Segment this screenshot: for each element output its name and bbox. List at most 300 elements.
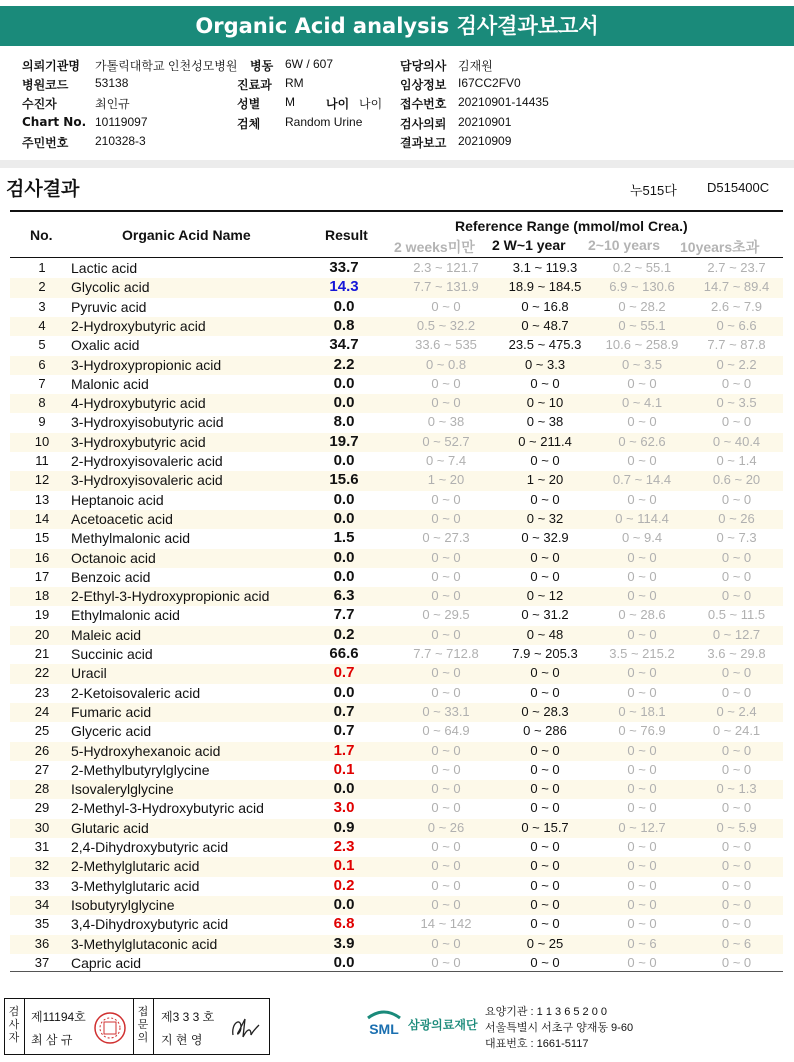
range-2weeks: 0 ~ 29.5: [422, 607, 470, 623]
range-2w-1year: 1 ~ 20: [526, 472, 564, 488]
range-10years: 0 ~ 2.2: [716, 356, 757, 372]
range-2weeks: 0 ~ 0: [431, 954, 461, 970]
signature-name-1: 최 삼 규: [31, 1033, 73, 1047]
range-2-10years: 0 ~ 0: [627, 491, 657, 507]
range-2weeks: 0 ~ 0: [431, 684, 461, 700]
range-10years: 0 ~ 40.4: [712, 433, 761, 449]
range-10years: 0 ~ 0: [721, 549, 752, 565]
result-value: 0.0: [333, 452, 355, 469]
ward-value: 6W / 607: [285, 57, 334, 71]
result-value: 0.8: [333, 316, 355, 334]
patient-value: 최인규: [95, 97, 130, 111]
table-row: [10, 259, 783, 278]
specimen-value: Random Urine: [285, 115, 363, 129]
acid-name: 3-Methylglutaconic acid: [71, 935, 218, 952]
range-2w-1year: 0 ~ 28.3: [521, 703, 569, 719]
row-number: 24: [34, 703, 50, 719]
range-2-10years: 0 ~ 0: [627, 781, 657, 797]
range-2w-1year: 0 ~ 286: [523, 723, 567, 739]
range-2weeks: 0 ~ 52.7: [422, 433, 470, 449]
range-10years: 0 ~ 0: [721, 858, 752, 874]
result-value: 1.7: [333, 741, 355, 759]
range-10years: 0 ~ 0: [721, 568, 752, 584]
table-row: [10, 626, 783, 645]
range-2w-1year: 0 ~ 25: [526, 935, 564, 951]
range-10years: 7.7 ~ 87.8: [707, 337, 766, 353]
result-date-label: 결과보고: [400, 136, 447, 150]
range-10years: 0 ~ 0: [721, 684, 752, 700]
acid-name: Capric acid: [71, 954, 142, 971]
result-value: 3.9: [333, 934, 355, 952]
table-row: [10, 838, 783, 857]
range-2w-1year: 0 ~ 38: [526, 414, 564, 430]
acid-name: Methylmalonic acid: [71, 530, 191, 547]
hospcode-value: 53138: [95, 76, 129, 90]
range-2-10years: 0 ~ 18.1: [618, 703, 666, 719]
range-2weeks: 1 ~ 20: [427, 472, 465, 488]
signature-license-2: 제3 3 3 호: [161, 1010, 215, 1024]
table-top-rule: [10, 210, 783, 212]
range-2weeks: 0 ~ 0: [431, 395, 461, 411]
row-number: 27: [34, 761, 50, 777]
result-value: 19.7: [329, 432, 359, 450]
range-2weeks: 0 ~ 33.1: [422, 703, 470, 719]
range-2weeks: 0 ~ 0: [431, 781, 461, 797]
range-2weeks: 0 ~ 0: [431, 839, 461, 854]
acid-name: Succinic acid: [71, 646, 153, 662]
acid-name: 2-Ketoisovaleric acid: [71, 684, 201, 701]
idnum-label: 주민번호: [22, 136, 69, 150]
table-row: [10, 491, 783, 510]
result-value: 0.0: [333, 683, 355, 701]
range-2-10years: 0 ~ 6: [627, 935, 657, 951]
range-2weeks: 0 ~ 7.4: [425, 453, 467, 468]
table-row: [10, 413, 783, 432]
table-row: [10, 587, 783, 606]
table-row: [10, 819, 783, 838]
range-2w-1year: 23.5 ~ 475.3: [508, 337, 582, 353]
range-2w-1year: 0 ~ 0: [530, 568, 560, 584]
range-10years: 0 ~ 0: [721, 896, 752, 912]
row-number: 21: [34, 646, 50, 661]
row-number: 23: [34, 684, 50, 700]
clinical-label: 임상정보: [400, 78, 447, 92]
range-10years: 0 ~ 3.5: [716, 395, 757, 411]
range-2w-1year: 0 ~ 0: [530, 453, 560, 468]
result-value: 0.7: [333, 664, 355, 682]
range-10years: 0 ~ 12.7: [712, 626, 761, 642]
range-2-10years: 0 ~ 0: [627, 858, 657, 874]
range-2w-1year: 0 ~ 211.4: [518, 433, 572, 449]
range-10years: 0 ~ 2.4: [716, 703, 757, 719]
hospital-value: 가톨릭대학교 인천성모병원: [95, 59, 238, 73]
table-bottom-rule: [10, 971, 783, 972]
table-row: [10, 877, 783, 896]
header-sub-2weeks: 2 weeks미만: [394, 239, 475, 255]
range-2w-1year: 0 ~ 48.7: [521, 317, 569, 333]
acid-name: 2-Ethyl-3-Hydroxypropionic acid: [71, 588, 270, 605]
result-value: 6.3: [333, 587, 355, 605]
table-row: [10, 471, 783, 490]
range-10years: 0 ~ 6.6: [716, 317, 757, 333]
row-number: 26: [34, 742, 50, 758]
dept-label: 진료과: [237, 78, 272, 92]
range-2w-1year: 0 ~ 48: [526, 626, 564, 642]
row-number: 16: [34, 549, 50, 565]
sml-logo-text: SML: [369, 1021, 399, 1037]
table-row: [10, 935, 783, 954]
request-value: 20210901: [458, 115, 512, 129]
row-number: 37: [34, 954, 50, 970]
acid-name: Acetoacetic acid: [71, 510, 173, 527]
acid-name: 4-Hydroxybutyric acid: [71, 395, 206, 412]
header-reference: Reference Range (mmol/mol Crea.): [455, 218, 688, 234]
range-2-10years: 0 ~ 0: [627, 800, 657, 816]
range-2w-1year: 7.9 ~ 205.3: [512, 646, 578, 661]
acid-name: Pyruvic acid: [71, 298, 147, 315]
acid-name: 5-Hydroxyhexanoic acid: [71, 742, 221, 759]
signature-license-1: 제11194호: [31, 1010, 86, 1024]
result-value: 0.0: [333, 490, 355, 508]
range-2-10years: 0 ~ 0: [627, 549, 657, 565]
result-value: 0.1: [333, 760, 355, 778]
range-2w-1year: 18.9 ~ 184.5: [508, 279, 582, 295]
range-2w-1year: 0 ~ 32: [526, 510, 564, 526]
acid-name: Ethylmalonic acid: [71, 607, 180, 624]
range-10years: 0 ~ 0: [721, 742, 752, 758]
request-label: 검사의뢰: [400, 117, 447, 131]
range-2w-1year: 0 ~ 0: [530, 800, 560, 816]
result-value: 0.7: [333, 722, 355, 740]
table-row: [10, 857, 783, 876]
acid-name: Glutaric acid: [71, 819, 149, 836]
row-number: 17: [34, 568, 50, 584]
range-2-10years: 0 ~ 0: [627, 954, 657, 970]
range-2w-1year: 0 ~ 0: [530, 549, 560, 565]
section-separator: [0, 160, 794, 168]
row-number: 7: [38, 375, 46, 391]
range-2w-1year: 0 ~ 0: [530, 858, 560, 874]
acid-name: 2,4-Dihydroxybutyric acid: [71, 839, 229, 855]
range-10years: 0 ~ 0: [721, 877, 752, 893]
range-2-10years: 0 ~ 0: [627, 896, 657, 912]
acid-name: 3,4-Dihydroxybutyric acid: [71, 916, 229, 933]
hospital-label: 의뢰기관명: [22, 59, 80, 73]
range-2w-1year: 0 ~ 0: [530, 896, 560, 912]
range-2-10years: 0 ~ 0: [627, 665, 657, 681]
table-row: [10, 761, 783, 780]
range-10years: 0 ~ 0: [721, 588, 752, 604]
range-2weeks: 0 ~ 38: [427, 414, 465, 430]
range-2weeks: 0 ~ 0: [431, 896, 461, 912]
range-2-10years: 6.9 ~ 130.6: [609, 279, 675, 295]
table-row: [10, 915, 783, 934]
range-2-10years: 0 ~ 0: [627, 568, 657, 584]
chart-value: 10119097: [95, 115, 148, 129]
result-value: 7.7: [333, 606, 355, 624]
acid-name: Maleic acid: [71, 626, 142, 643]
footer-org-name: 삼광의료재단: [408, 1018, 478, 1032]
row-number: 34: [34, 896, 50, 912]
range-2w-1year: 0 ~ 0: [530, 877, 560, 893]
range-10years: 0.6 ~ 20: [712, 472, 761, 488]
range-2weeks: 0 ~ 0: [431, 877, 461, 893]
range-2weeks: 7.7 ~ 712.8: [413, 646, 479, 661]
chart-label: Chart No.: [22, 115, 87, 129]
range-2weeks: 0 ~ 0: [431, 935, 461, 951]
range-2-10years: 0 ~ 0: [627, 761, 657, 777]
result-value: 0.0: [333, 567, 355, 585]
range-2weeks: 0 ~ 0: [431, 800, 461, 816]
table-row: [10, 799, 783, 818]
range-10years: 0 ~ 6: [721, 935, 752, 951]
row-number: 8: [38, 395, 46, 411]
acid-name: Fumaric acid: [71, 703, 152, 720]
seal-stamp-icon: [93, 1011, 127, 1045]
range-2weeks: 2.3 ~ 121.7: [413, 260, 479, 275]
table-row: [10, 645, 783, 664]
range-10years: 3.6 ~ 29.8: [707, 646, 766, 661]
range-2-10years: 0 ~ 28.6: [618, 607, 666, 623]
range-2weeks: 0 ~ 0: [431, 375, 461, 391]
range-2weeks: 0 ~ 0: [431, 665, 461, 681]
range-2w-1year: 0 ~ 0: [530, 839, 560, 854]
section-code-1: 누515다: [630, 183, 677, 198]
range-2weeks: 0 ~ 26: [427, 819, 465, 835]
range-2w-1year: 0 ~ 0: [530, 665, 560, 681]
table-row: [10, 606, 783, 625]
range-2w-1year: 0 ~ 32.9: [521, 530, 569, 546]
range-2weeks: 0.5 ~ 32.2: [416, 317, 476, 333]
acid-name: 2-Hydroxyisovaleric acid: [71, 453, 223, 469]
range-2weeks: 33.6 ~ 535: [415, 337, 477, 353]
range-10years: 0 ~ 5.9: [716, 819, 757, 835]
range-2w-1year: 0 ~ 15.7: [521, 819, 569, 835]
range-2-10years: 0 ~ 0: [627, 414, 657, 430]
acid-name: Octanoic acid: [71, 549, 156, 566]
range-2w-1year: 0 ~ 0: [530, 916, 560, 932]
header-sub-10years: 10years초과: [680, 239, 760, 255]
range-2-10years: 0.7 ~ 14.4: [612, 472, 672, 488]
range-2w-1year: 0 ~ 0: [530, 375, 560, 391]
header-no: No.: [30, 227, 53, 243]
range-10years: 0 ~ 0: [721, 665, 752, 681]
range-2-10years: 0 ~ 12.7: [618, 819, 666, 835]
row-number: 25: [34, 723, 50, 739]
range-2weeks: 0 ~ 0: [431, 858, 461, 874]
row-number: 11: [35, 453, 49, 468]
section-title: 검사결과: [6, 178, 80, 200]
row-number: 33: [34, 877, 50, 893]
range-2-10years: 0 ~ 62.6: [618, 433, 666, 449]
table-row: [10, 684, 783, 703]
signature-divider: [153, 999, 154, 1054]
range-2w-1year: 0 ~ 31.2: [521, 607, 569, 623]
row-number: 30: [34, 819, 50, 835]
range-2w-1year: 0 ~ 10: [526, 395, 564, 411]
footer-line-3: 대표번호 : 1661-5117: [485, 1038, 589, 1050]
row-number: 5: [38, 337, 46, 353]
range-2-10years: 0 ~ 0: [627, 916, 657, 932]
range-2weeks: 0 ~ 0: [431, 568, 461, 584]
row-number: 29: [34, 800, 50, 816]
row-number: 20: [34, 626, 50, 642]
table-row: [10, 722, 783, 741]
table-row: [10, 394, 783, 413]
row-number: 28: [34, 781, 50, 797]
dept-value: RM: [285, 76, 304, 90]
range-2w-1year: 0 ~ 0: [530, 781, 560, 797]
footer-contact: [485, 1004, 633, 1052]
header-result: Result: [325, 227, 368, 243]
result-value: 2.2: [333, 355, 355, 373]
table-row: [10, 375, 783, 394]
range-10years: 0 ~ 1.3: [716, 781, 757, 797]
table-row: [10, 896, 783, 915]
result-value: 34.7: [329, 336, 359, 354]
result-value: 33.7: [329, 259, 359, 276]
signature-divider: [24, 999, 25, 1054]
acid-name: Isobutyrylglycine: [71, 896, 175, 913]
range-10years: 2.7 ~ 23.7: [707, 260, 766, 275]
range-10years: 2.6 ~ 7.9: [711, 298, 762, 314]
signature-role-2: 접문의: [137, 1005, 149, 1044]
result-value: 0.0: [333, 374, 355, 392]
range-2-10years: 0 ~ 0: [627, 626, 657, 642]
range-10years: 0 ~ 24.1: [712, 723, 761, 739]
row-number: 32: [34, 858, 50, 874]
range-2weeks: 0 ~ 64.9: [422, 723, 470, 739]
table-row: [10, 780, 783, 799]
result-value: 14.3: [329, 278, 359, 296]
range-10years: 0 ~ 0: [721, 491, 752, 507]
acid-name: 3-Methylglutaric acid: [71, 877, 200, 894]
range-2-10years: 0 ~ 0: [627, 839, 657, 854]
range-2w-1year: 0 ~ 0: [530, 761, 560, 777]
table-row: [10, 549, 783, 568]
range-10years: 0 ~ 0: [721, 800, 752, 816]
row-number: 31: [34, 839, 50, 854]
header-sub-2-10years: 2~10 years: [588, 237, 661, 253]
row-number: 13: [34, 491, 50, 507]
result-value: 0.1: [333, 857, 355, 875]
patient-label: 수진자: [22, 97, 57, 111]
range-2w-1year: 0 ~ 12: [526, 588, 564, 604]
row-number: 35: [34, 916, 50, 932]
result-value: 1.5: [333, 529, 355, 547]
acid-name: Oxalic acid: [71, 337, 140, 354]
hospcode-label: 병원코드: [22, 78, 69, 92]
range-2weeks: 0 ~ 0: [431, 742, 461, 758]
range-10years: 14.7 ~ 89.4: [703, 279, 770, 295]
table-row: [10, 568, 783, 587]
signature-role-1: 검사자: [8, 1005, 20, 1044]
result-value: 0.2: [333, 625, 355, 643]
acid-name: 2-Hydroxybutyric acid: [71, 317, 206, 334]
idnum-value: 210328-3: [95, 134, 146, 148]
sex-value: M: [285, 95, 295, 109]
range-10years: 0 ~ 0: [721, 414, 752, 430]
table-row: [10, 433, 783, 452]
range-10years: 0 ~ 1.4: [716, 453, 757, 468]
table-row: [10, 356, 783, 375]
range-10years: 0 ~ 0: [721, 761, 752, 777]
range-2weeks: 0 ~ 0: [431, 626, 461, 642]
result-value: 0.0: [333, 297, 355, 315]
result-value: 0.0: [333, 953, 355, 971]
range-2weeks: 0 ~ 0.8: [425, 356, 467, 372]
row-number: 36: [34, 935, 50, 951]
row-number: 4: [38, 317, 46, 333]
range-2weeks: 0 ~ 0: [431, 298, 461, 314]
range-2-10years: 0 ~ 0: [627, 375, 657, 391]
acid-name: 3-Hydroxyisovaleric acid: [71, 472, 223, 489]
footer-line-1: 요양기관 : 1 1 3 6 5 2 0 0: [485, 1006, 608, 1018]
result-value: 0.0: [333, 509, 355, 527]
range-2weeks: 0 ~ 0: [431, 491, 461, 507]
acid-name: Heptanoic acid: [71, 491, 164, 508]
row-number: 2: [38, 279, 46, 295]
range-2-10years: 0 ~ 76.9: [618, 723, 666, 739]
range-2-10years: 10.6 ~ 258.9: [605, 337, 679, 353]
row-number: 18: [34, 588, 50, 604]
handwritten-signature-icon: [227, 1009, 263, 1045]
row-number: 9: [38, 414, 46, 430]
section-code-2: D515400C: [707, 180, 770, 195]
table-row: [10, 664, 783, 683]
table-row: [10, 510, 783, 529]
table-row: [10, 529, 783, 548]
range-2-10years: 0 ~ 0: [627, 453, 657, 468]
row-number: 10: [34, 433, 50, 449]
range-2-10years: 0.2 ~ 55.1: [612, 260, 672, 275]
result-value: 0.0: [333, 780, 355, 798]
table-row: [10, 278, 783, 297]
acid-name: 2-Methyl-3-Hydroxybutyric acid: [71, 800, 264, 817]
acid-name: 2-Methylbutyrylglycine: [71, 761, 210, 778]
range-10years: 0 ~ 0: [721, 375, 752, 391]
acid-name: Uracil: [71, 665, 107, 682]
header-name: Organic Acid Name: [122, 227, 251, 243]
clinical-value: I67CC2FV0: [458, 76, 521, 90]
range-2-10years: 0 ~ 55.1: [618, 317, 666, 333]
range-2-10years: 3.5 ~ 215.2: [609, 646, 675, 661]
range-2-10years: 0 ~ 0: [627, 588, 657, 604]
result-value: 0.0: [333, 394, 355, 412]
range-2w-1year: 0 ~ 3.3: [524, 356, 566, 372]
range-2w-1year: 0 ~ 0: [530, 954, 560, 970]
result-value: 0.7: [333, 702, 355, 720]
range-2weeks: 7.7 ~ 131.9: [413, 279, 479, 295]
range-2w-1year: 0 ~ 0: [530, 491, 560, 507]
row-number: 12: [34, 472, 50, 488]
receipt-label: 접수번호: [400, 97, 447, 111]
result-value: 0.0: [333, 895, 355, 913]
acid-name: Lactic acid: [71, 260, 138, 276]
range-2-10years: 0 ~ 3.5: [621, 356, 663, 372]
range-2w-1year: 3.1 ~ 119.3: [512, 260, 578, 275]
ward-label: 병동: [250, 59, 274, 73]
range-2weeks: 0 ~ 0: [431, 588, 461, 604]
range-2weeks: 0 ~ 0: [431, 549, 461, 565]
result-value: 2.3: [333, 838, 355, 855]
table-header-rule: [10, 257, 783, 258]
range-2-10years: 0 ~ 114.4: [615, 510, 669, 526]
row-number: 6: [38, 356, 46, 372]
doctor-value: 김재원: [458, 59, 493, 73]
row-number: 3: [38, 298, 46, 314]
range-2w-1year: 0 ~ 0: [530, 742, 560, 758]
